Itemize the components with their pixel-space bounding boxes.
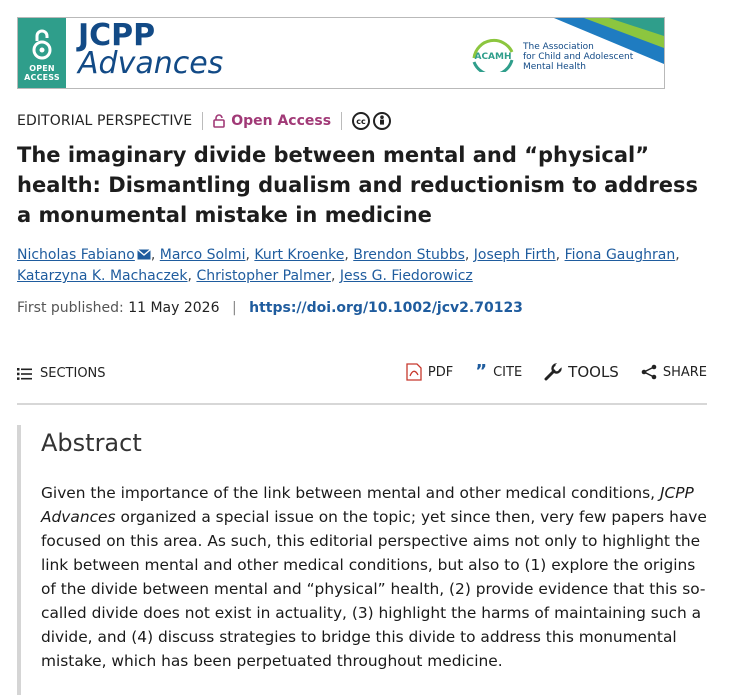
abstract-text-part2: organized a special issue on the topic; yet since then, very few papers have focused on this area. As such, this editorial perspective aims not only to highlight the link between mental and other medical conditions, but also to (1) explore the origins of the divide between mental and “physical” health, (2) provide evidence that this so-called divide does not exist in actuality, (3) highlight the harms of maintaining such a divide, and (4) discuss strategies to bridge this divide to address this monumental mistake, which has been perpetuated throughout medicine. <box>41 508 707 670</box>
sections-button[interactable] <box>17 366 106 381</box>
article-title: The imaginary divide between mental and “physical” health: Dismantling dualism and reductionism to address a monumental mistake in medicine <box>17 143 698 227</box>
acamh-logo-text: ACAMH <box>474 52 512 62</box>
oa-label-line1: OPEN <box>29 64 55 73</box>
list-icon <box>17 368 32 380</box>
author-link[interactable]: Brendon Stubbs <box>353 247 465 263</box>
abstract-text-part1: Given the importance of the link between mental and other medical conditions, <box>41 484 660 502</box>
tools-button[interactable] <box>544 363 619 381</box>
author-link[interactable]: Kurt Kroenke <box>254 247 345 263</box>
author-link[interactable]: Fiona Gaughran <box>564 247 676 263</box>
sections-label: SECTIONS <box>40 366 106 381</box>
cc-icon: cc <box>352 112 370 130</box>
abstract-heading: Abstract <box>41 429 142 457</box>
share-button[interactable] <box>641 364 707 380</box>
abstract-text <box>41 481 711 673</box>
journal-title[interactable] <box>78 18 224 81</box>
author-link[interactable]: Nicholas Fabiano <box>17 247 135 263</box>
open-lock-icon <box>213 114 225 128</box>
mail-icon[interactable] <box>137 249 151 260</box>
association-line3: Mental Health <box>523 62 586 72</box>
pub-separator: | <box>231 300 237 316</box>
pdf-button[interactable] <box>406 363 453 381</box>
toolbar-divider <box>17 403 707 405</box>
first-published-label: First published: <box>17 300 124 316</box>
article-type: EDITORIAL PERSPECTIVE <box>17 113 193 129</box>
association-name <box>523 42 633 72</box>
author-list: Nicholas Fabiano , Marco Solmi, Kurt Kroenke, Brendon Stubbs, Joseph Firth, Fiona Gaughran, Katarzyna K. Machaczek, Christopher Palmer, Jess G. Fiedorowicz <box>17 247 680 284</box>
article-toolbar <box>17 360 707 390</box>
wrench-icon <box>544 363 562 381</box>
open-access-badge <box>18 18 66 88</box>
author-link[interactable]: Marco Solmi <box>159 247 246 263</box>
open-access-text: Open Access <box>231 113 332 129</box>
association-line1: The Association <box>523 42 594 52</box>
license-icons[interactable] <box>352 112 391 130</box>
abstract-section <box>17 425 711 695</box>
article-meta <box>17 111 391 131</box>
publication-info <box>17 300 523 316</box>
oa-label-line2: ACCESS <box>24 73 60 82</box>
association-line2: for Child and Adolescent <box>523 52 634 62</box>
journal-title-line2: Advances <box>78 46 224 81</box>
toolbar-actions <box>384 363 707 381</box>
open-access-label[interactable] <box>213 113 331 129</box>
doi-link[interactable]: https://doi.org/10.1002/jcv2.70123 <box>249 300 523 316</box>
author-link[interactable]: Katarzyna K. Machaczek <box>17 268 188 284</box>
share-icon <box>641 364 657 380</box>
cite-button[interactable] <box>475 361 523 382</box>
author-link[interactable]: Jess G. Fiedorowicz <box>339 268 473 284</box>
publication-date: 11 May 2026 <box>128 300 220 316</box>
author-link[interactable]: Joseph Firth <box>473 247 556 263</box>
journal-title-line1: JCPP <box>78 18 156 53</box>
cite-label: CITE <box>493 364 523 380</box>
author-link[interactable]: Christopher Palmer <box>196 268 331 284</box>
meta-divider <box>341 112 342 130</box>
pdf-label: PDF <box>427 364 454 380</box>
meta-divider <box>202 112 203 130</box>
acamh-logo <box>468 38 518 72</box>
by-icon <box>373 112 391 130</box>
open-lock-icon <box>30 27 54 61</box>
tools-label: TOOLS <box>568 363 619 381</box>
share-label: SHARE <box>662 364 707 380</box>
abstract-journal-name: JCPP Advances <box>41 484 694 526</box>
pdf-icon <box>406 363 422 381</box>
journal-banner[interactable] <box>17 17 665 89</box>
quote-icon: ” <box>475 361 488 382</box>
